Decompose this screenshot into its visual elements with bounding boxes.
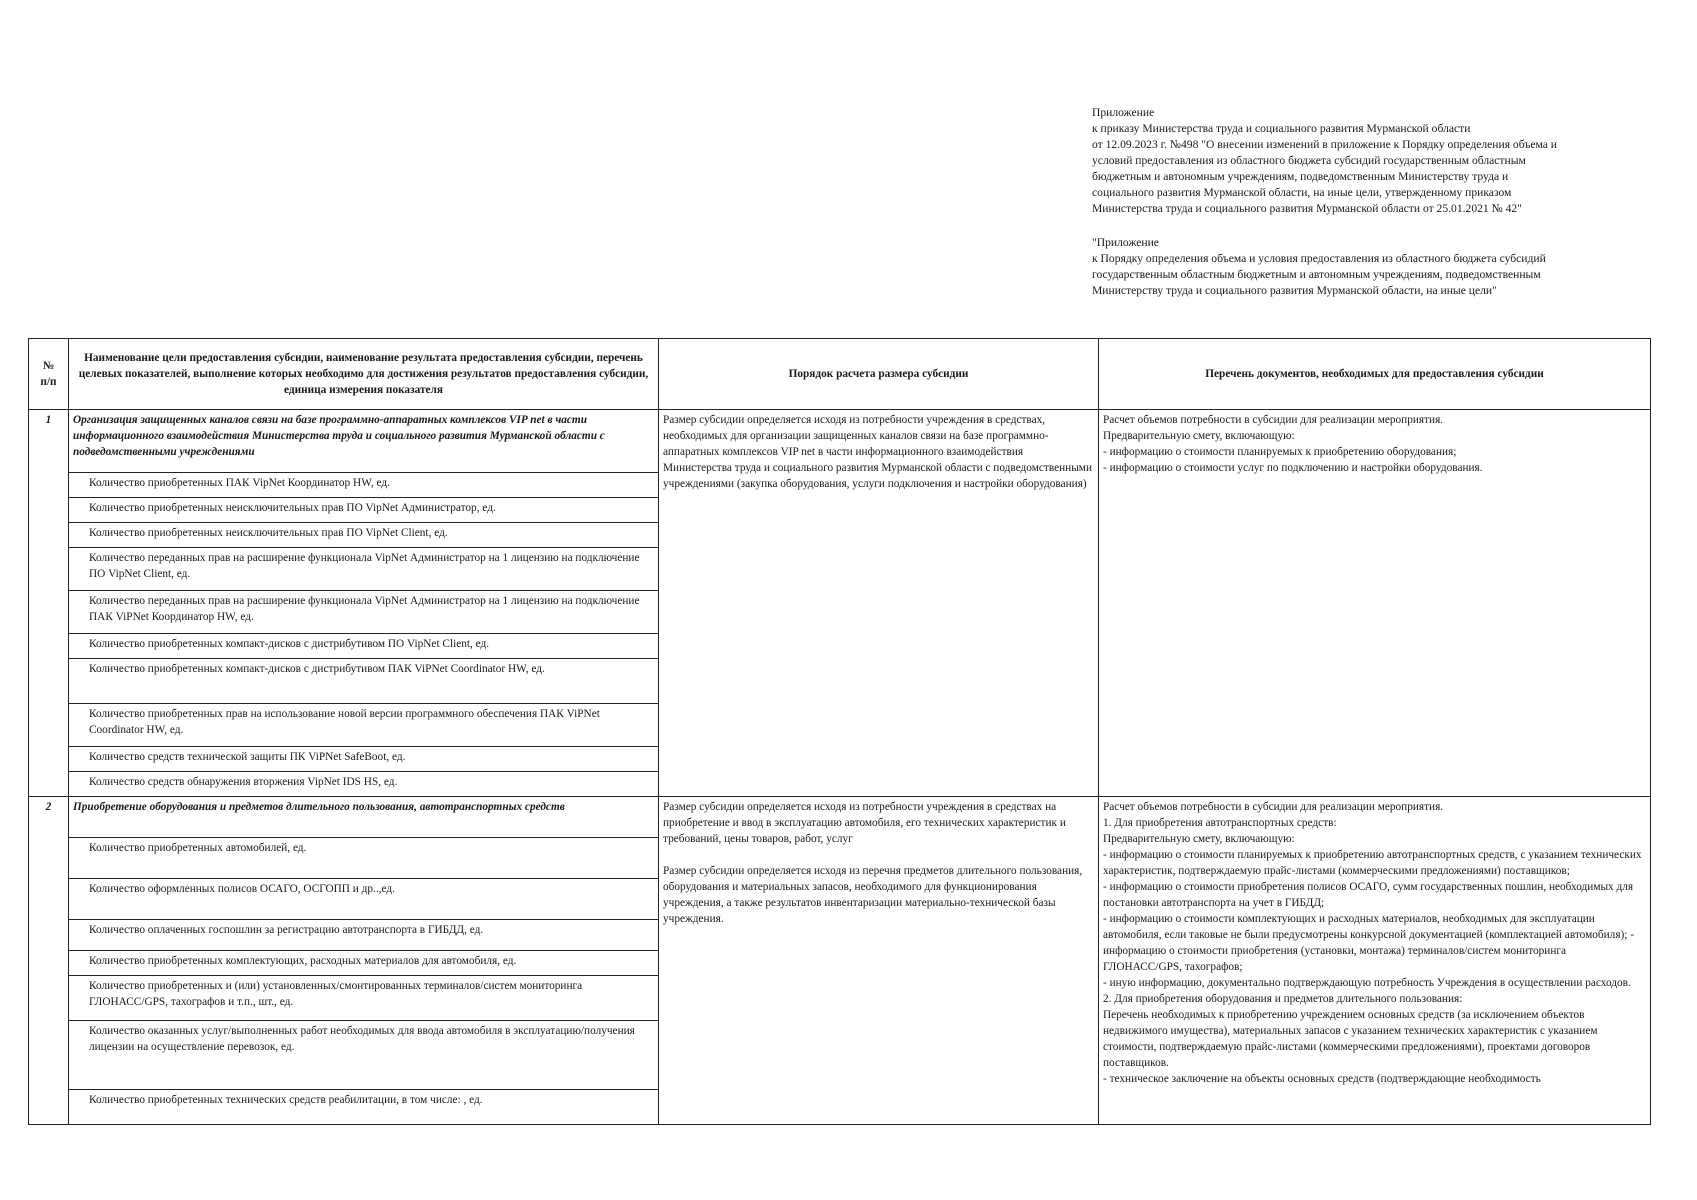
docs-line: Предварительную смету, включающую:	[1103, 430, 1295, 442]
header-line: условий предоставления из областного бюджета субсидий государственным областным	[1092, 154, 1526, 167]
document-header	[1092, 105, 1662, 299]
indicator-cell: Количество переданных прав на расширение функционала VipNet Администратор на 1 лицензию на подключение ПО VipNet Client, ед.	[69, 548, 659, 591]
docs-line: - информацию о стоимости приобретения полисов ОСАГО, сумм государственных пошлин, необходимых для постановки автотранспорта на учет в ГИБДД;	[1103, 881, 1634, 909]
calc-text: Размер субсидии определяется исходя из потребности учреждения в средствах, необходимых для организации защищенных каналов связи на базе программно-аппаратных комплексов VIP net в части информационного взаимодействия Министерства труда и социального развития Мурманской области с подведомственными учреждениями (закупка оборудования, услуги подключения и настройки оборудования)	[663, 414, 1092, 490]
docs-line: - информацию о стоимости планируемых к приобретению автотранспортных средств, с указанием технических характеристик, подтверждаемую прайс-листами (коммерческими предложениями) поставщиков;	[1103, 849, 1642, 877]
table-row	[29, 797, 1651, 838]
table-header-row	[29, 339, 1651, 410]
indicator-cell: Количество приобретенных неисключительных прав ПО VipNet Администратор, ед.	[69, 498, 659, 523]
col-header-num: № п/п	[29, 339, 69, 410]
indicator-cell: Количество приобретенных прав на использование новой версии программного обеспечения ПАК ViPNet Coordinator HW, ед.	[69, 704, 659, 747]
header-line: Приложение	[1092, 106, 1155, 119]
indicator-cell: Количество оказанных услуг/выполненных работ необходимых для ввода автомобиля в эксплуатацию/получения лицензии на осуществление перевозок, ед.	[69, 1021, 659, 1090]
header-line: к Порядку определения объема и условия предоставления из областного бюджета субсидий	[1092, 252, 1546, 265]
docs-line: - иную информацию, документально подтверждающую потребность Учреждения в осуществлении расходов.	[1103, 977, 1631, 989]
header-line: государственным областным бюджетным и автономным учреждениям, подведомственным	[1092, 268, 1541, 281]
indicator-cell: Количество приобретенных компакт-дисков с дистрибутивом ПО VipNet Client, ед.	[69, 634, 659, 659]
calc-text: Размер субсидии определяется исходя из перечня предметов длительного пользования, оборудования и материальных запасов, необходимого для функционирования учреждения, а также результатов инвентаризации материально-технической базы учреждения.	[663, 865, 1083, 925]
header-line: Министерству труда и социального развития Мурманской области, на иные цели"	[1092, 284, 1497, 297]
col-header-calc: Порядок расчета размера субсидии	[659, 339, 1099, 410]
indicator-cell: Количество приобретенных комплектующих, расходных материалов для автомобиля, ед.	[69, 951, 659, 976]
goal-cell: Приобретение оборудования и предметов длительного пользования, автотранспортных средств	[69, 797, 659, 838]
docs-line: Расчет объемов потребности в субсидии для реализации мероприятия.	[1103, 414, 1444, 426]
indicator-cell: Количество средств обнаружения вторжения VipNet IDS HS, ед.	[69, 772, 659, 797]
row-number: 2	[29, 797, 69, 1125]
indicator-cell: Количество приобретенных и (или) установленных/смонтированных терминалов/систем мониторинга ГЛОНАСС/GPS, тахографов и т.п., шт., ед.	[69, 976, 659, 1021]
docs-line: - информацию о стоимости услуг по подключению и настройки оборудования.	[1103, 462, 1483, 474]
col-header-goal: Наименование цели предоставления субсидии, наименование результата предоставления субсидии, перечень целевых показателей, выполнение которых необходимо для достижения результатов предоставления субсидии, единица измерения показателя	[69, 339, 659, 410]
indicator-cell: Количество приобретенных технических средств реабилитации, в том числе: , ед.	[69, 1090, 659, 1125]
indicator-cell: Количество оформленных полисов ОСАГО, ОСГОПП и др..,ед.	[69, 879, 659, 920]
docs-line: - информацию о стоимости комплектующих и расходных материалов, необходимых для эксплуатации автомобиля, если таковые не были предусмотрены конкурсной документацией (комплектацией автомобиля); - информацию о стоимости приобретения (установки, монтажа) терминалов/систем мониторинга ГЛОНАСС/GPS, тахографов;	[1103, 913, 1635, 973]
header-line: к приказу Министерства труда и социального развития Мурманской области	[1092, 122, 1471, 135]
header-line: Министерства труда и социального развития Мурманской области от 25.01.2021 № 42"	[1092, 202, 1522, 215]
header-line: социального развития Мурманской области, на иные цели, утвержденному приказом	[1092, 186, 1512, 199]
goal-cell: Организация защищенных каналов связи на базе программно-аппаратных комплексов VIP net в части информационного взаимодействия Министерства труда и социального развития Мурманской области с подведомственными учреждениями	[69, 410, 659, 473]
header-line: бюджетным и автономным учреждениям, подведомственным Министерству труда и	[1092, 170, 1509, 183]
subsidy-table	[28, 338, 1651, 1125]
col-header-docs: Перечень документов, необходимых для предоставления субсидии	[1099, 339, 1651, 410]
calc-cell	[659, 410, 1099, 797]
calc-text: Размер субсидии определяется исходя из потребности учреждения в средствах на приобретение и ввод в эксплуатацию автомобиля, его технических характеристик и требований, цены товаров, работ, услуг	[663, 801, 1066, 845]
docs-line: - техническое заключение на объекты основных средств (подтверждающие необходимость	[1103, 1073, 1541, 1085]
indicator-cell: Количество средств технической защиты ПК ViPNet SafeBoot, ед.	[69, 747, 659, 772]
header-line: от 12.09.2023 г. №498 "О внесении изменений в приложение к Порядку определения объема и	[1092, 138, 1557, 151]
docs-cell	[1099, 797, 1651, 1125]
docs-line: Перечень необходимых к приобретению учреждением основных средств (за исключением объектов недвижимого имущества), материальных запасов с указанием технических характеристик с указанием стоимости, подтверждаемую прайс-листами (коммерческими предложениями), проектами договоров поставщиков.	[1103, 1009, 1598, 1069]
indicator-cell: Количество приобретенных автомобилей, ед.	[69, 838, 659, 879]
indicator-cell: Количество приобретенных компакт-дисков с дистрибутивом ПАК ViPNet Coordinator HW, ед.	[69, 659, 659, 704]
docs-cell	[1099, 410, 1651, 797]
indicator-cell: Количество переданных прав на расширение функционала VipNet Администратор на 1 лицензию на подключение ПАК ViPNet Координатор HW, ед.	[69, 591, 659, 634]
indicator-cell: Количество оплаченных госпошлин за регистрацию автотранспорта в ГИБДД, ед.	[69, 920, 659, 951]
docs-line: - информацию о стоимости планируемых к приобретению оборудования;	[1103, 446, 1457, 458]
row-number: 1	[29, 410, 69, 797]
calc-cell	[659, 797, 1099, 1125]
indicator-cell: Количество приобретенных неисключительных прав ПО VipNet Client, ед.	[69, 523, 659, 548]
docs-line: 1. Для приобретения автотранспортных средств:	[1103, 817, 1337, 829]
indicator-cell: Количество приобретенных ПАК VipNet Координатор HW, ед.	[69, 473, 659, 498]
docs-line: 2. Для приобретения оборудования и предметов длительного пользования:	[1103, 993, 1463, 1005]
header-line: "Приложение	[1092, 236, 1159, 249]
docs-line: Расчет объемов потребности в субсидии для реализации мероприятия.	[1103, 801, 1444, 813]
table-row	[29, 410, 1651, 473]
docs-line: Предварительную смету, включающую:	[1103, 833, 1295, 845]
